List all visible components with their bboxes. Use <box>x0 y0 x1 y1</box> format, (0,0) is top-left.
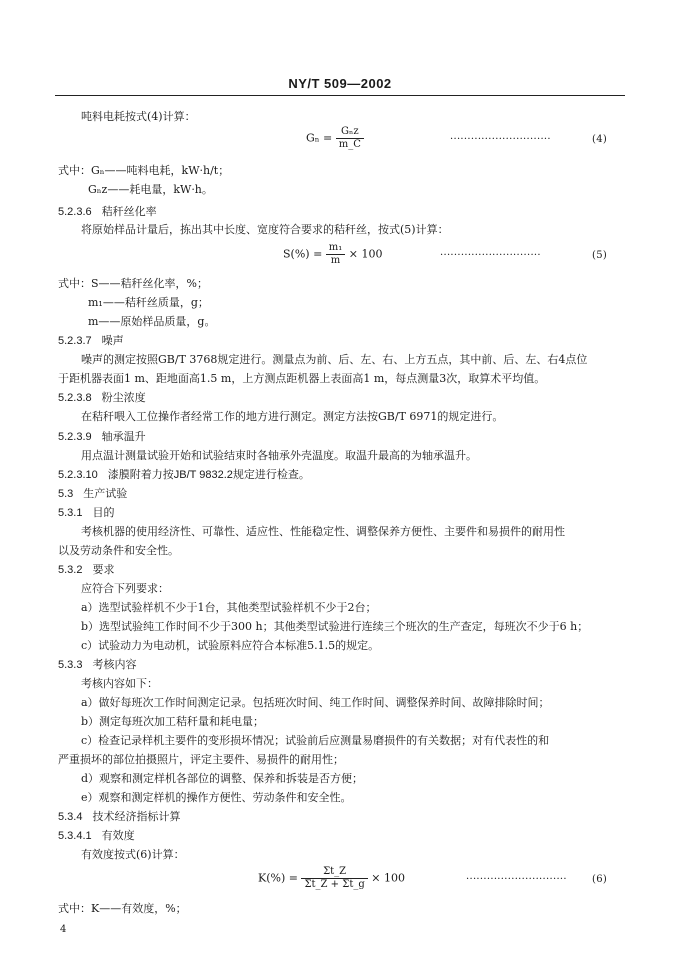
section-heading <box>58 430 146 444</box>
text-line: 于距机器表面1 m、距地面高1.5 m，上方测点距机器上表面高1 m，每点测量3次，取算术平均值。 <box>58 372 546 385</box>
list-item: c）检查记录样机主要件的变形损坏情况；试验前后应测量易磨损件的有关数据；对有代表性的和 <box>81 734 550 747</box>
fraction <box>301 866 367 891</box>
formula-5 <box>283 242 383 267</box>
list-item: a）选型试验样机不少于1台，其他类型试验样机不少于2台； <box>81 601 377 614</box>
formula-lhs: Gₙ = <box>306 131 333 145</box>
section-heading <box>58 829 135 843</box>
heading-number: 5.2.3.6 <box>58 206 92 218</box>
heading-text: 秸秆丝化率 <box>101 206 157 218</box>
text-line: m——原始样品质量，g。 <box>88 315 216 328</box>
heading-text: 轴承温升 <box>101 431 146 443</box>
heading-number: 5.3 <box>58 488 74 500</box>
section-heading <box>58 205 157 219</box>
heading-text: 技术经济指标计算 <box>92 811 181 823</box>
list-item: c）试验动力为电动机，试验原料应符合本标准5.1.5的规定。 <box>81 639 380 652</box>
section-heading <box>58 506 114 520</box>
text-line: 吨料电耗按式(4)计算： <box>81 110 196 123</box>
formula-lhs: S(%) = <box>283 247 323 261</box>
text-line: 在秸秆喂入工位操作者经常工作的地方进行测定。测定方法按GB/T 6971的规定进行。 <box>81 410 504 423</box>
formula-6 <box>258 866 405 891</box>
section-heading <box>58 563 114 577</box>
heading-text: 要求 <box>92 564 115 576</box>
heading-number: 5.3.3 <box>58 659 83 671</box>
heading-number: 5.3.2 <box>58 564 83 576</box>
heading-number: 5.2.3.7 <box>58 335 92 347</box>
text-line: 考核内容如下： <box>81 677 158 690</box>
heading-number: 5.2.3.10 <box>58 469 98 481</box>
text-line: 式中：Gₙ——吨料电耗，kW·h/t； <box>58 164 230 177</box>
heading-text: 粉尘浓度 <box>101 392 146 404</box>
heading-number: 5.3.4.1 <box>58 830 92 842</box>
heading-text: 有效度 <box>101 830 135 842</box>
formula-rhs: × 100 <box>348 247 383 261</box>
numerator: Σt_Z <box>301 866 367 879</box>
section-heading <box>58 391 146 405</box>
list-item-continuation: 严重损坏的部位拍摄照片，评定主要件、易损件的耐用性； <box>58 753 344 766</box>
text-line: 式中：K——有效度，%； <box>58 902 187 915</box>
heading-text: 噪声 <box>101 335 124 347</box>
numerator: Gₙz <box>336 126 364 139</box>
text-line: 式中：S——秸秆丝化率，%； <box>58 277 208 290</box>
equation-number: (5) <box>592 250 608 261</box>
leader-dots: ····························· <box>450 134 551 145</box>
text-line: 有效度按式(6)计算： <box>81 848 185 861</box>
heading-number: 5.3.4 <box>58 811 83 823</box>
heading-text: 生产试验 <box>83 488 128 500</box>
list-item: b）选型试验纯工作时间不少于300 h；其他类型试验进行连续三个班次的生产查定，每班次不少于6 h； <box>81 620 589 633</box>
text-line: 以及劳动条件和安全性。 <box>58 544 179 557</box>
heading-number: 5.2.3.8 <box>58 392 92 404</box>
list-item: d）观察和测定样机各部位的调整、保养和拆装是否方便； <box>81 772 364 785</box>
equation-number: (4) <box>592 134 608 145</box>
fraction <box>336 126 364 151</box>
formula-4 <box>306 126 364 151</box>
heading-text: 考核内容 <box>92 659 137 671</box>
formula-lhs: K(%) = <box>258 871 298 885</box>
list-item: a）做好每班次工作时间测定记录。包括班次时间、纯工作时间、调整保养时间、故障排除时间； <box>81 696 550 709</box>
heading-text: 目的 <box>92 507 115 519</box>
text-line: m₁——秸秆丝质量，g； <box>88 296 209 309</box>
section-heading <box>58 810 180 824</box>
leader-dots: ····························· <box>466 874 567 885</box>
denominator: m_C <box>338 139 361 150</box>
text-line: 考核机器的使用经济性、可靠性、适应性、性能稳定性、调整保养方便性、主要件和易损件的耐用性 <box>81 525 565 538</box>
list-item: e）观察和测定样机的操作方便性、劳动条件和安全性。 <box>81 791 352 804</box>
equation-number: (6) <box>592 874 608 885</box>
page-number: 4 <box>60 924 67 935</box>
header-rule <box>55 95 625 96</box>
denominator: Σt_Z + Σt_g <box>304 879 365 890</box>
formula-rhs: × 100 <box>371 871 405 885</box>
heading-text: 漆膜附着力按JB/T 9832.2规定进行检查。 <box>107 469 310 481</box>
standard-code-header: NY/T 509—2002 <box>288 76 392 91</box>
heading-number: 5.3.1 <box>58 507 83 519</box>
fraction <box>326 242 346 267</box>
denominator: m <box>330 255 341 266</box>
text-line: 用点温计测量试验开始和试验结束时各轴承外壳温度。取温升最高的为轴承温升。 <box>81 449 477 462</box>
text-line: 应符合下列要求： <box>81 582 169 595</box>
numerator: m₁ <box>326 242 346 255</box>
text-line: 噪声的测定按照GB/T 3768规定进行。测量点为前、后、左、右、上方五点，其中前、后、左、右4点位 <box>81 353 588 366</box>
text-line: 将原始样品计量后，拣出其中长度、宽度符合要求的秸秆丝，按式(5)计算： <box>81 223 449 236</box>
text-line: Gₙz——耗电量，kW·h。 <box>88 183 213 196</box>
section-heading <box>58 468 310 482</box>
list-item: b）测定每班次加工秸秆量和耗电量； <box>81 715 265 728</box>
leader-dots: ····························· <box>440 250 541 261</box>
heading-number: 5.2.3.9 <box>58 431 92 443</box>
section-heading <box>58 334 124 348</box>
section-heading <box>58 487 127 501</box>
section-heading <box>58 658 136 672</box>
